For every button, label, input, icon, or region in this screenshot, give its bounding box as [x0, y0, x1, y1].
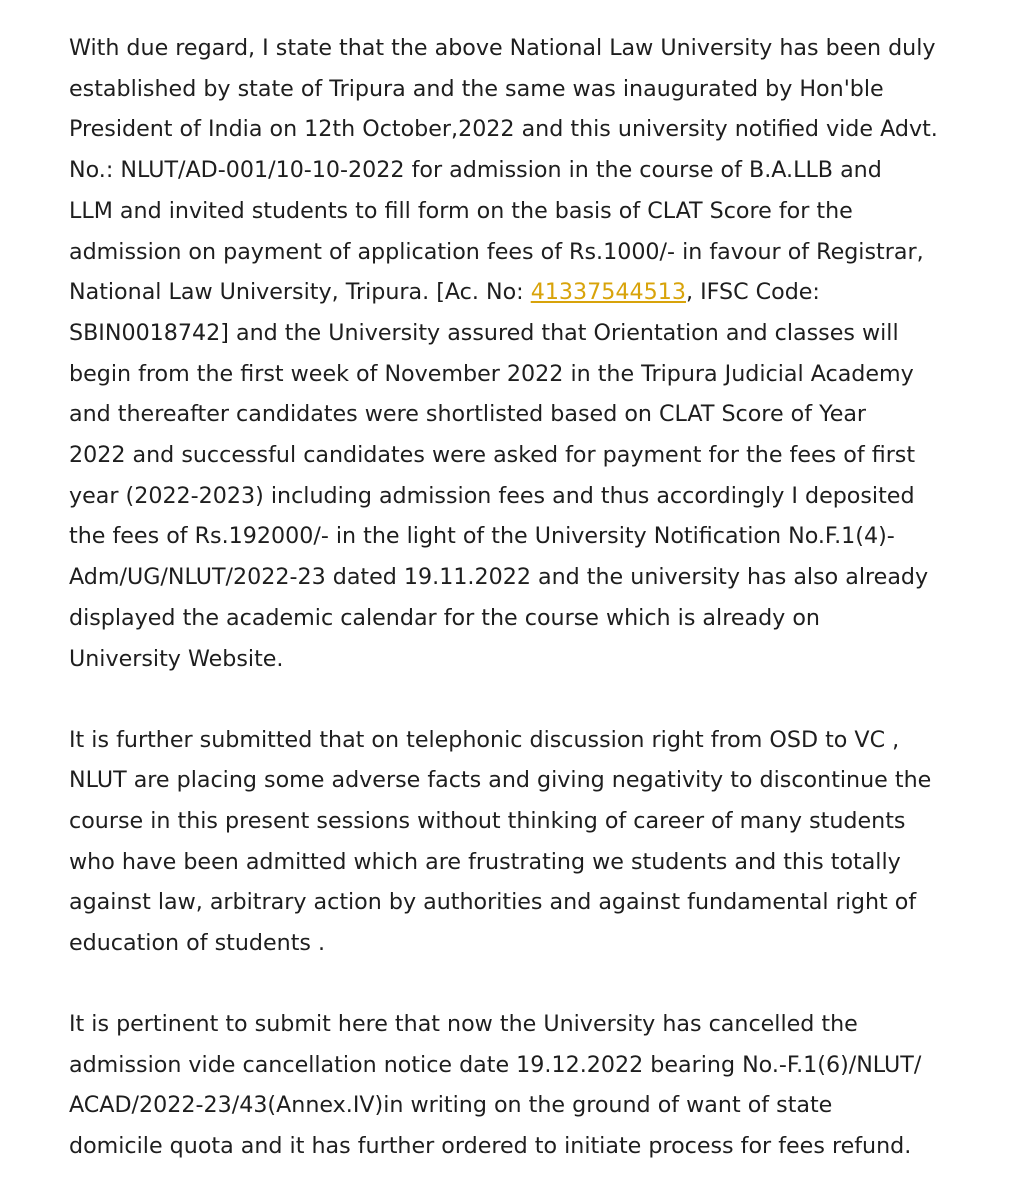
text-line: LLM and invited students to fill form on the basis of CLAT Score for the	[69, 197, 853, 224]
text-line: course in this present sessions without thinking of career of many students	[69, 807, 906, 834]
text-line: admission on payment of application fees of Rs.1000/- in favour of Registrar,	[69, 238, 924, 265]
text-line: 2022 and successful candidates were asked for payment for the fees of first	[69, 442, 916, 468]
text-line: domicile quota and it has further ordered to initiate process for fees refund.	[69, 1133, 912, 1160]
text-line: the fees of Rs.192000/- in the light of the University Notification No.F.1(4)-	[69, 523, 895, 550]
text-line: University Website.	[69, 645, 284, 672]
text-line: admission vide cancellation notice date 19.12.2022 bearing No.-F.1(6)/NLUT/	[69, 1051, 922, 1078]
text-line: SBIN0018742] and the University assured that Orientation and classes will	[69, 319, 899, 346]
text-segment: , IFSC Code:	[685, 279, 820, 306]
text-line: and thereafter candidates were shortlisted based on CLAT Score of Year	[69, 401, 867, 428]
text-line: established by state of Tripura and the same was inaugurated by Hon'ble	[69, 75, 884, 102]
text-line: With due regard, I state that the above National Law University has been duly	[69, 35, 936, 61]
text-line: Adm/UG/NLUT/2022-23 dated 19.11.2022 and the university has also already	[69, 564, 929, 591]
text-line: No.: NLUT/AD-001/10-10-2022 for admission in the course of B.A.LLB and	[69, 157, 882, 184]
account-number-link[interactable]: 41337544513	[530, 279, 686, 306]
text-segment: National Law University, Tripura. [Ac. No:	[69, 279, 531, 306]
text-line: year (2022-2023) including admission fees and thus accordingly I deposited	[69, 482, 915, 509]
text-line: It is pertinent to submit here that now the University has cancelled the	[69, 1011, 858, 1037]
text-line: against law, arbitrary action by authorities and against fundamental right of	[69, 889, 917, 916]
text-line: who have been admitted which are frustrating we students and this totally	[69, 848, 901, 875]
text-line-account	[69, 272, 820, 313]
text-line: It is further submitted that on telephonic discussion right from OSD to VC ,	[69, 726, 900, 753]
text-line: ACAD/2022-23/43(Annex.IV)in writing on the ground of want of state	[69, 1092, 833, 1119]
text-line: NLUT are placing some adverse facts and giving negativity to discontinue the	[69, 767, 932, 794]
text-line: begin from the first week of November 2022 in the Tripura Judicial Academy	[69, 360, 914, 387]
text-line: education of students .	[69, 930, 326, 956]
text-line: displayed the academic calendar for the course which is already on	[69, 604, 820, 631]
text-line: President of India on 12th October,2022 and this university notified vide Advt.	[69, 116, 938, 143]
